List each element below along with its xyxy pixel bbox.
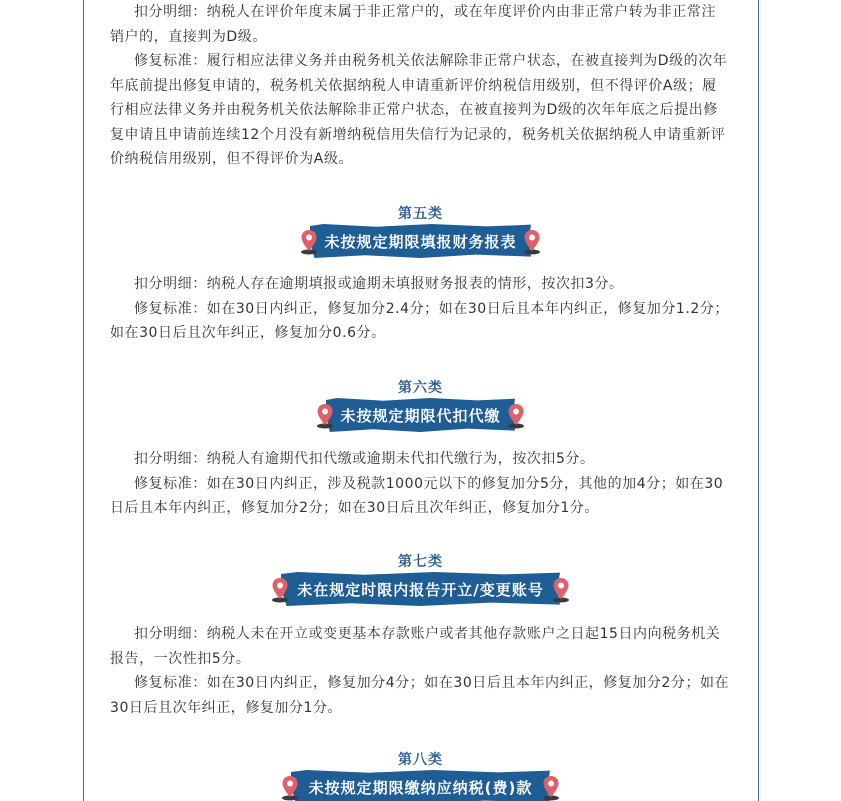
- section-5-label: 第五类: [398, 206, 443, 222]
- section-6-banner: [316, 398, 525, 432]
- map-pin-icon: [316, 403, 334, 429]
- section-7-banner-text: 未在规定时限内报告开立/变更账号: [297, 580, 544, 599]
- intro-repair: 修复标准：履行相应法律义务并由税务机关依法解除非正常户状态，在被直接判为D级的次年年底前提出修复申请的，税务机关依据纳税人申请重新评价纳税信用级别，但不得评价A级；履行相应法律义务并由税务机关依法解除非正常户状态，在被直接判为D级的次年年底之后提出修复申请且申请前连续12个月没有新增纳税信用失信行为记录的，税务机关依据纳税人申请重新评价纳税信用级别，但不得评价为A级。: [110, 53, 728, 167]
- map-pin-icon: [271, 577, 289, 603]
- map-pin-icon: [552, 577, 570, 603]
- intro-detail: 扣分明细：纳税人在评价年度末属于非正常户的，或在年度评价内由非正常户转为非正常注销户的，直接判为D级。: [110, 4, 716, 45]
- section-7-detail: 扣分明细：纳税人未在开立或变更基本存款账户或者其他存款账户之日起15日内向税务机关报告，一次性扣5分。: [110, 626, 721, 667]
- map-pin-icon: [542, 775, 560, 801]
- section-7-banner: [271, 572, 570, 606]
- section-7-repair: 修复标准：如在30日内纠正，修复加分4分；如在30日后且本年内纠正，修复加分2分；如在30日后且次年纠正，修复加分1分。: [110, 675, 730, 716]
- section-8-banner: [281, 770, 560, 801]
- map-pin-icon: [507, 403, 525, 429]
- map-pin-icon: [281, 775, 299, 801]
- section-8-banner-text: 未按规定期限缴纳应纳税(费)款: [308, 778, 533, 797]
- section-6-text: [110, 447, 730, 521]
- section-7-label: 第七类: [398, 554, 443, 570]
- section-6-repair: 修复标准：如在30日内纠正，涉及税款1000元以下的修复加分5分，其他的加4分；如在30日后且本年内纠正，修复加分2分；如在30日后且次年纠正，修复加分1分。: [110, 475, 724, 516]
- section-8-label: 第八类: [398, 752, 443, 768]
- section-5-repair: 修复标准：如在30日内纠正，修复加分2.4分；如在30日后且本年内纠正，修复加分1.2分；如在30日后且次年纠正，修复加分0.6分。: [110, 300, 729, 341]
- intro-text: [110, 0, 730, 172]
- map-pin-icon: [300, 229, 318, 255]
- map-pin-icon: [523, 229, 541, 255]
- section-6-banner-text: 未按规定期限代扣代缴: [340, 406, 501, 425]
- section-5-detail: 扣分明细：纳税人存在逾期填报或逾期未填报财务报表的情形，按次扣3分。: [134, 276, 624, 292]
- section-5-text: [110, 272, 730, 346]
- section-5-banner: [300, 224, 541, 258]
- section-7-text: [110, 622, 730, 720]
- section-6-detail: 扣分明细：纳税人有逾期代扣代缴或逾期未代扣代缴行为，按次扣5分。: [134, 451, 595, 467]
- section-5-banner-text: 未按规定期限填报财务报表: [324, 232, 517, 251]
- section-6-label: 第六类: [398, 380, 443, 396]
